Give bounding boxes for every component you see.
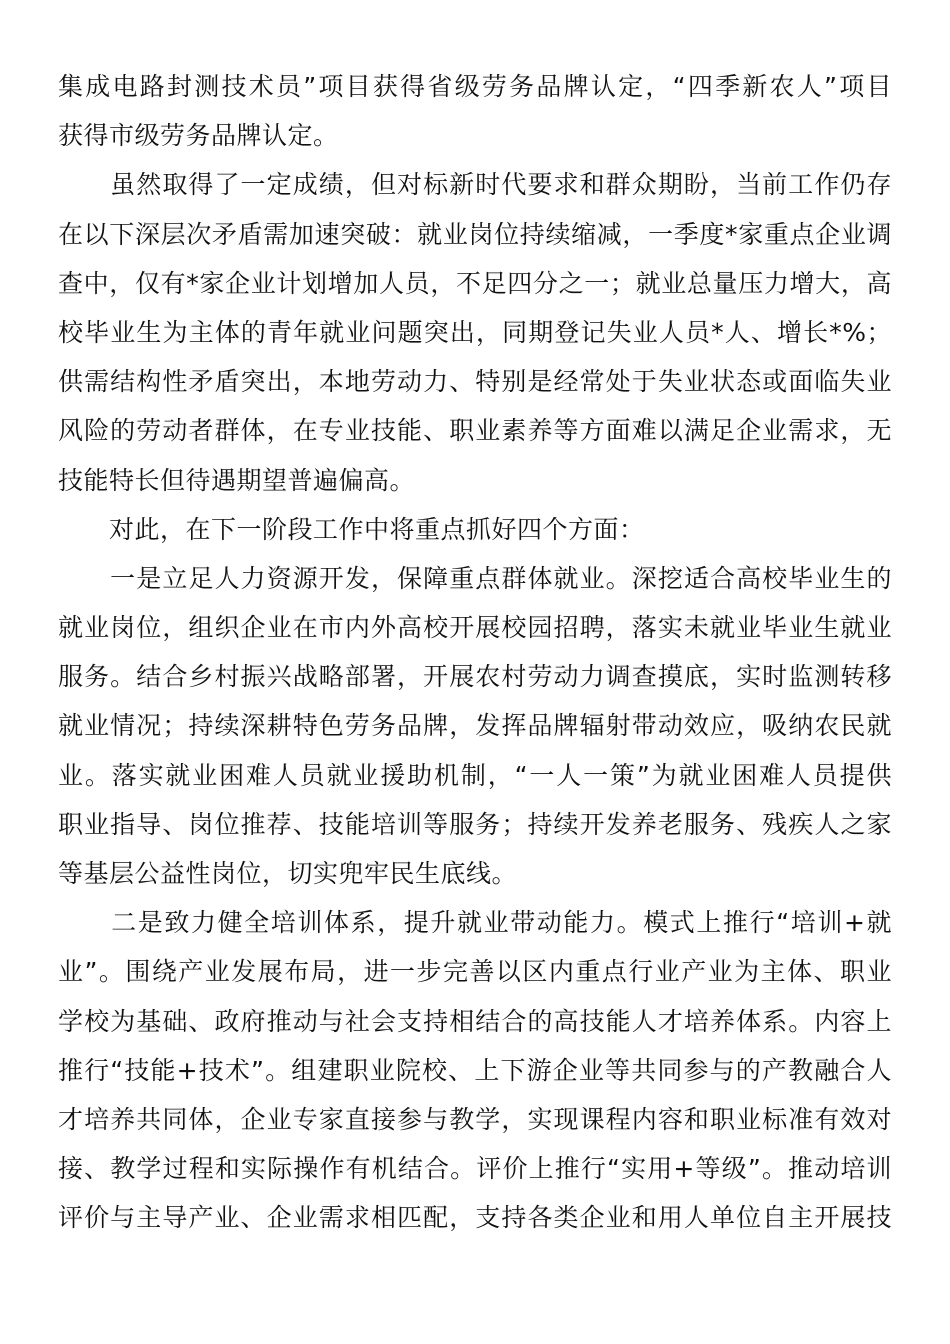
text-line: 学校为基础、政府推动与社会支持相结合的高技能人才培养体系。内容上	[58, 1006, 892, 1036]
text-line: 业”。围绕产业发展布局，进一步完善以区内重点行业产业为主体、职业	[58, 957, 892, 987]
body-text	[58, 62, 892, 1243]
text-line: 等基层公益性岗位，切实兜牢民生底线。	[58, 859, 518, 888]
text-line: 在以下深层次矛盾需加速突破：就业岗位持续缩减，一季度*家重点企业调	[58, 219, 892, 249]
text-line: 就业岗位，组织企业在市内外高校开展校园招聘，落实未就业毕业生就业	[58, 613, 892, 643]
text-line: 服务。结合乡村振兴战略部署，开展农村劳动力调查摸底，实时监测转移	[58, 662, 892, 692]
text-line: 才培养共同体，企业专家直接参与教学，实现课程内容和职业标准有效对	[58, 1104, 892, 1134]
text-line: 业。落实就业困难人员就业援助机制，“一人一策”为就业困难人员提供	[58, 760, 892, 790]
text-line: 集成电路封测技术员”项目获得省级劳务品牌认定，“四季新农人”项目	[58, 72, 892, 101]
text-line: 推行“技能+技术”。组建职业院校、上下游企业等共同参与的产教融合人	[58, 1055, 892, 1085]
text-line: 就业情况；持续深耕特色劳务品牌，发挥品牌辐射带动效应，吸纳农民就	[58, 711, 892, 741]
text-line: 风险的劳动者群体，在专业技能、职业素养等方面难以满足企业需求，无	[58, 416, 892, 446]
text-line: 虽然取得了一定成绩，但对标新时代要求和群众期盼，当前工作仍存	[58, 170, 892, 200]
text-line: 接、教学过程和实际操作有机结合。评价上推行“实用+等级”。推动培训	[58, 1154, 892, 1184]
text-line: 查中，仅有*家企业计划增加人员，不足四分之一；就业总量压力增大，高	[58, 268, 892, 298]
text-line: 获得市级劳务品牌认定。	[58, 121, 339, 151]
text-line: 一是立足人力资源开发，保障重点群体就业。深挖适合高校毕业生的	[58, 563, 892, 593]
text-line: 校毕业生为主体的青年就业问题突出，同期登记失业人员*人、增长*%；	[58, 317, 892, 347]
text-line: 二是致力健全培训体系，提升就业带动能力。模式上推行“培训+就	[58, 908, 892, 938]
text-line: 评价与主导产业、企业需求相匹配，支持各类企业和用人单位自主开展技	[58, 1203, 892, 1233]
text-line: 对此，在下一阶段工作中将重点抓好四个方面：	[58, 514, 645, 544]
text-line: 供需结构性矛盾突出，本地劳动力、特别是经常处于失业状态或面临失业	[58, 367, 892, 397]
text-line: 职业指导、岗位推荐、技能培训等服务；持续开发养老服务、残疾人之家	[58, 809, 892, 839]
text-line: 技能特长但待遇期望普遍偏高。	[58, 465, 416, 495]
